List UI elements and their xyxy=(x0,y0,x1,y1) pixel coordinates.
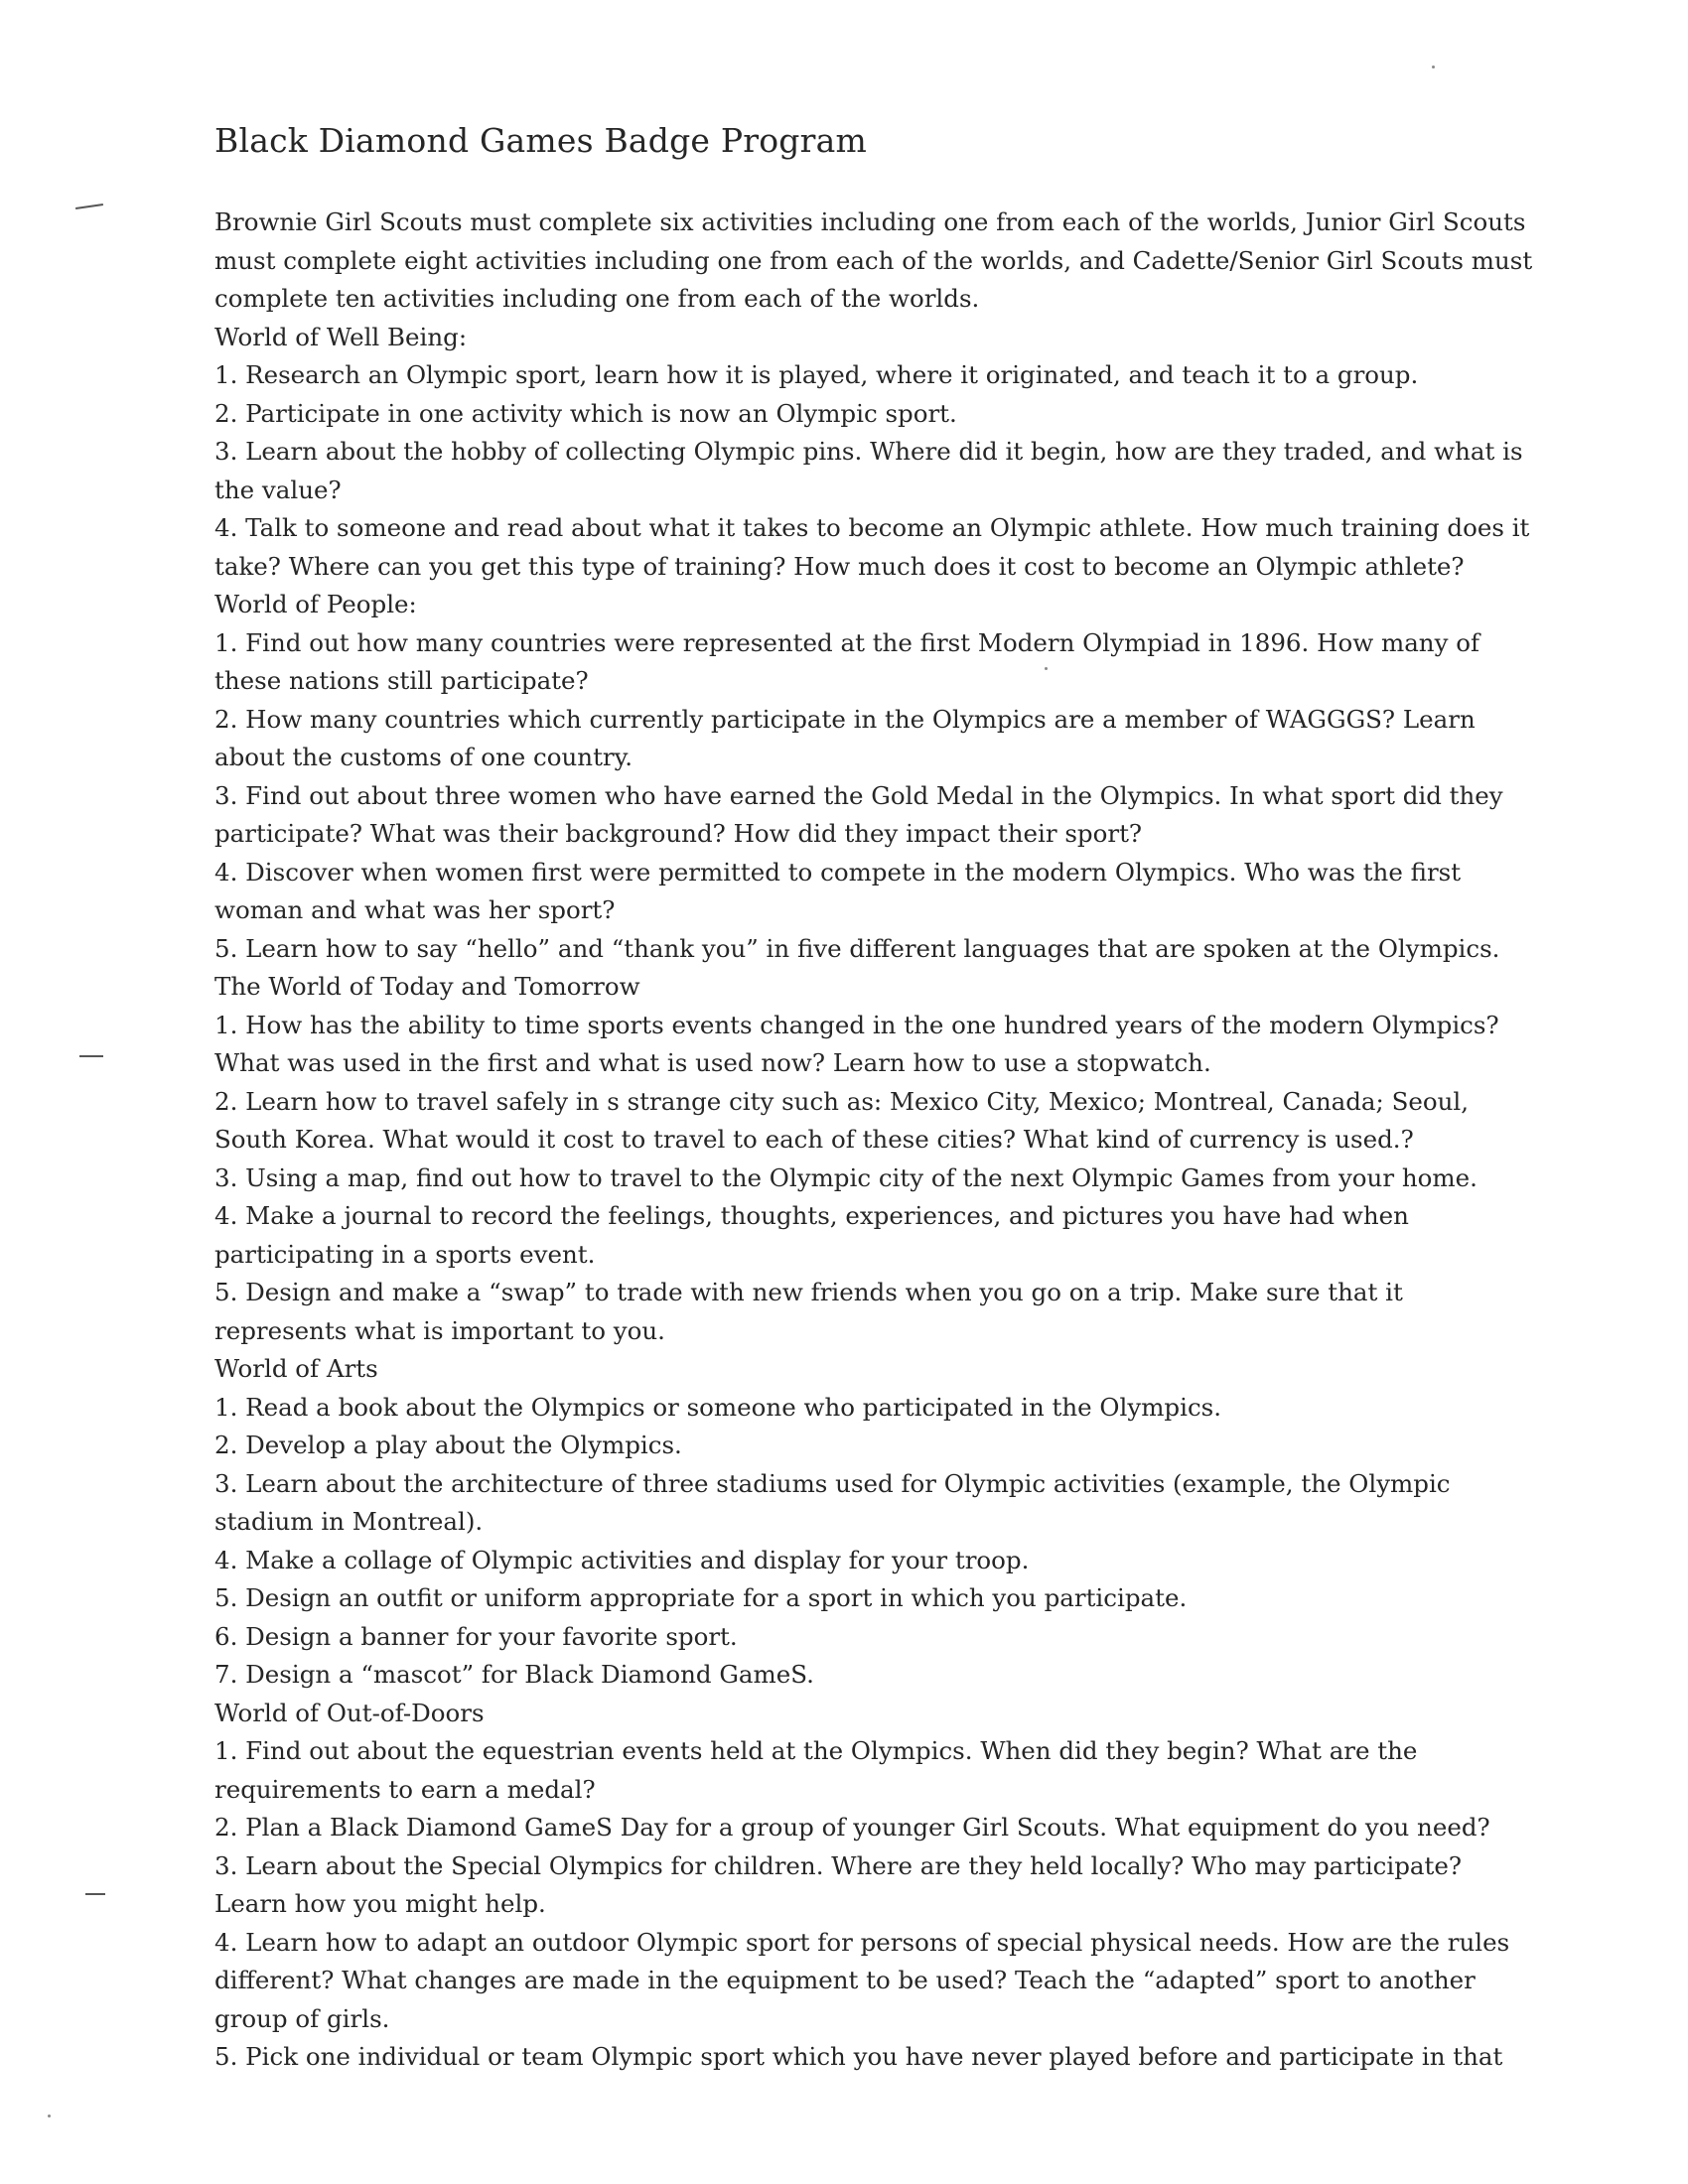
activity-item: 2. How many countries which currently participate in the Olympics are a member of WAGGGS? Learn about the customs of one country. xyxy=(214,704,1476,771)
section-people xyxy=(214,586,1535,968)
activity-item: 7. Design a “mascot” for Black Diamond GameS. xyxy=(214,1660,814,1689)
activity-item: 3. Learn about the hobby of collecting Olympic pins. Where did it begin, how are they traded, and what is the value? xyxy=(214,437,1523,504)
section-arts xyxy=(214,1350,1535,1695)
intro-paragraph: Brownie Girl Scouts must complete six activities including one from each of the worlds, Junior Girl Scouts must complete eight activities including one from each of the worlds, and Cadette/Senior Girl Scouts must complete ten activities including one from each of the worlds. xyxy=(214,207,1533,313)
margin-mark xyxy=(79,1055,103,1057)
activity-item: 4. Talk to someone and read about what it takes to become an Olympic athlete. How much training does it take? Where can you get this type of training? How much does it cost to become an Olympic athlete? xyxy=(214,513,1530,581)
margin-mark xyxy=(75,204,103,209)
activity-item: 6. Design a banner for your favorite sport. xyxy=(214,1621,738,1651)
section-heading: World of Out-of-Doors xyxy=(214,1698,485,1727)
activity-item: 4. Make a collage of Olympic activities and display for your troop. xyxy=(214,1545,1030,1574)
activity-item: 4. Discover when women first were permitted to compete in the modern Olympics. Who was the first woman and what was her sport? xyxy=(214,857,1462,924)
activity-item: 5. Learn how to say “hello” and “thank you” in five different languages that are spoken at the Olympics. xyxy=(214,933,1500,963)
activity-item: 1. Read a book about the Olympics or someone who participated in the Olympics. xyxy=(214,1392,1222,1422)
section-heading: World of People: xyxy=(214,590,417,618)
activity-item: 2. Participate in one activity which is now an Olympic sport. xyxy=(214,398,957,428)
activity-item: 1. How has the ability to time sports events changed in the one hundred years of the modern Olympics? What was used in the first and what is used now? Learn how to use a stopwatch. xyxy=(214,1010,1499,1077)
activity-item: 3. Find out about three women who have earned the Gold Medal in the Olympics. In what sport did they participate? What was their background? How did they impact their sport? xyxy=(214,780,1503,848)
margin-mark xyxy=(85,1893,105,1895)
activity-item: 1. Research an Olympic sport, learn how it is played, where it originated, and teach it to a group. xyxy=(214,360,1419,389)
section-heading: World of Well Being: xyxy=(214,322,468,351)
activity-item: 3. Learn about the Special Olympics for children. Where are they held locally? Who may participate? Learn how you might help. xyxy=(214,1850,1462,1918)
section-heading: The World of Today and Tomorrow xyxy=(214,972,640,1001)
activity-item: 5. Pick one individual or team Olympic sport which you have never played before and participate in that xyxy=(214,2042,1503,2071)
section-today-tomorrow xyxy=(214,968,1535,1350)
activity-item: 3. Learn about the architecture of three stadiums used for Olympic activities (example, the Olympic stadium in Montreal). xyxy=(214,1468,1451,1536)
scan-speck xyxy=(1432,66,1435,68)
activity-item: 1. Find out how many countries were represented at the first Modern Olympiad in 1896. How many of these nations still participate? xyxy=(214,627,1480,695)
activity-item: 3. Using a map, find out how to travel to the Olympic city of the next Olympic Games from your home. xyxy=(214,1162,1477,1192)
activity-item: 2. Plan a Black Diamond GameS Day for a group of younger Girl Scouts. What equipment do you need? xyxy=(214,1813,1490,1842)
document-body xyxy=(214,204,1535,2077)
document-title: Black Diamond Games Badge Program xyxy=(214,121,867,160)
activity-item: 1. Find out about the equestrian events held at the Olympics. When did they begin? What are the requirements to earn a medal? xyxy=(214,1736,1418,1804)
activity-item: 4. Learn how to adapt an outdoor Olympic sport for persons of special physical needs. How are the rules different? What changes are made in the equipment to be used? Teach the “adapted” sport to another group of girls. xyxy=(214,1927,1510,2033)
section-out-of-doors xyxy=(214,1695,1535,2077)
section-heading: World of Arts xyxy=(214,1354,378,1383)
activity-item: 2. Develop a play about the Olympics. xyxy=(214,1431,682,1459)
activity-item: 5. Design an outfit or uniform appropriate for a sport in which you participate. xyxy=(214,1583,1188,1612)
scan-speck xyxy=(48,2115,51,2117)
section-well-being xyxy=(214,319,1535,587)
activity-item: 2. Learn how to travel safely in s strange city such as: Mexico City, Mexico; Montreal, Canada; Seoul, South Korea. What would it cost to travel to each of these cities? What kind of currency is used.? xyxy=(214,1086,1470,1154)
activity-item: 4. Make a journal to record the feelings, thoughts, experiences, and pictures you have had when participating in a sports event. xyxy=(214,1201,1409,1269)
activity-item: 5. Design and make a “swap” to trade with new friends when you go on a trip. Make sure that it represents what is important to you. xyxy=(214,1278,1403,1345)
